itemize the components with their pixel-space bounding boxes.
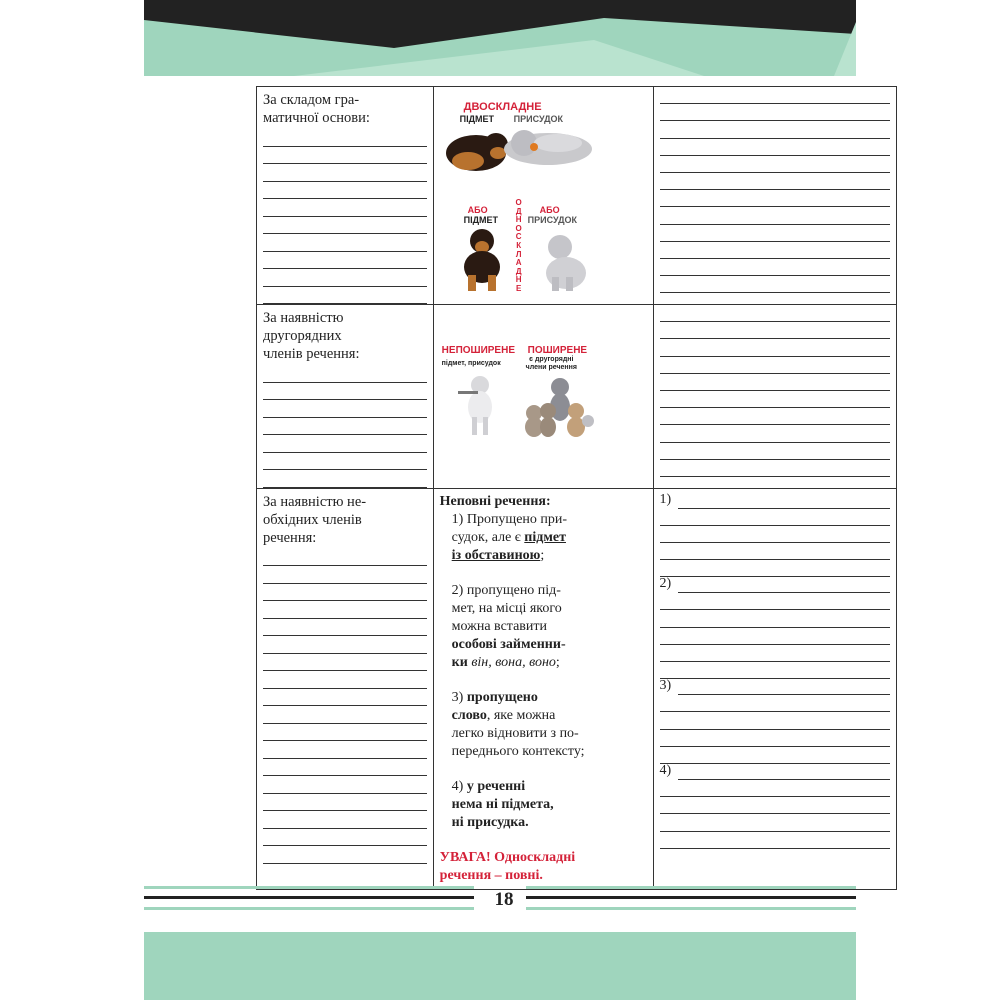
illustration-cell [433, 87, 653, 305]
illus-label: ПІДМЕТ [459, 114, 495, 124]
rules-cell [433, 488, 653, 889]
rules-heading: Неповні речення: [439, 493, 551, 509]
rule-1 [440, 511, 647, 565]
illustration-cell [433, 305, 653, 489]
table-row [257, 87, 897, 305]
answer-lines[interactable] [257, 365, 433, 488]
rule-3 [440, 689, 647, 761]
numbered-answer-lines[interactable] [654, 489, 896, 849]
row-label: За наявністю не- обхідних членів речення: [263, 493, 367, 546]
bottom-decoration [144, 932, 856, 1000]
puppy-image [452, 225, 512, 295]
illus-label: АБО [539, 205, 560, 215]
illus-label: АБО [467, 205, 488, 215]
row-label-cell [257, 488, 434, 889]
rule-text: 4) [451, 778, 467, 794]
rule-emphasis: особові займенни- ки [451, 636, 566, 670]
rule-4 [440, 778, 647, 832]
row-label: За складом гра- матичної основи: [263, 92, 370, 126]
table-row [257, 488, 897, 889]
workbook-page [144, 0, 856, 1000]
rule-emphasis: пропущено слово [451, 689, 538, 723]
cat-group-image [520, 373, 596, 439]
answer-lines[interactable] [654, 305, 896, 477]
answer-lines[interactable] [257, 549, 433, 864]
puppy-kitten-image [438, 123, 598, 175]
incomplete-sentence-rules [434, 489, 653, 889]
warning-note: УВАГА! Односкладні речення – повні. [439, 849, 576, 883]
kitten-image [534, 231, 594, 293]
single-kitten-image [454, 373, 504, 439]
rule-text: ; [555, 654, 560, 670]
item-number: 2) [659, 576, 672, 592]
illus-title: ПОШИРЕНЕ [527, 345, 588, 356]
header-decoration [144, 0, 856, 76]
item-number: 1) [659, 491, 672, 507]
illus-label: ПРИСУДОК [513, 114, 564, 124]
rule-text: ; [540, 547, 545, 563]
illus-label: ПІДМЕТ [463, 215, 499, 225]
rule-emphasis: у реченні нема ні підмета, ні присудка. [451, 778, 554, 830]
answer-lines[interactable] [654, 87, 896, 293]
illus-label: ПРИСУДОК [527, 215, 578, 225]
rule-2 [440, 582, 647, 672]
illus-title: НЕПОШИРЕНЕ [441, 345, 515, 356]
row-label: За наявністю другорядних членів речення: [263, 310, 360, 362]
answer-cell [653, 305, 896, 489]
answer-cell [653, 488, 896, 889]
illus-label: підмет, присудок [441, 360, 501, 367]
rule-text: 1) Пропущено при- судок, але є [451, 511, 568, 545]
illus-label: є другорядні члени речення [525, 356, 577, 371]
answer-lines[interactable] [257, 129, 433, 304]
page-number: 18 [494, 889, 514, 910]
row-label-cell [257, 305, 434, 489]
answer-cell [653, 87, 896, 305]
rule-example: він, вона, воно [467, 654, 556, 670]
table-row [257, 305, 897, 489]
extended-illustration [434, 305, 653, 488]
rule-text: , яке можна легко відновити з по- переднього контексту; [451, 707, 585, 759]
rule-emphasis: підмет із обставиною [451, 529, 566, 563]
classification-table [256, 86, 897, 890]
vertical-label: ОДНОСКЛАДНЕ [515, 198, 522, 293]
rule-text: 2) пропущено під- мет, на місці якого можна вставити [451, 582, 562, 634]
row-label-cell [257, 87, 434, 305]
item-number: 4) [659, 762, 672, 778]
rule-text: 3) [451, 689, 467, 705]
illus-title: ДВОСКЛАДНЕ [463, 101, 542, 113]
item-number: 3) [659, 678, 672, 694]
two-part-illustration [434, 87, 653, 304]
